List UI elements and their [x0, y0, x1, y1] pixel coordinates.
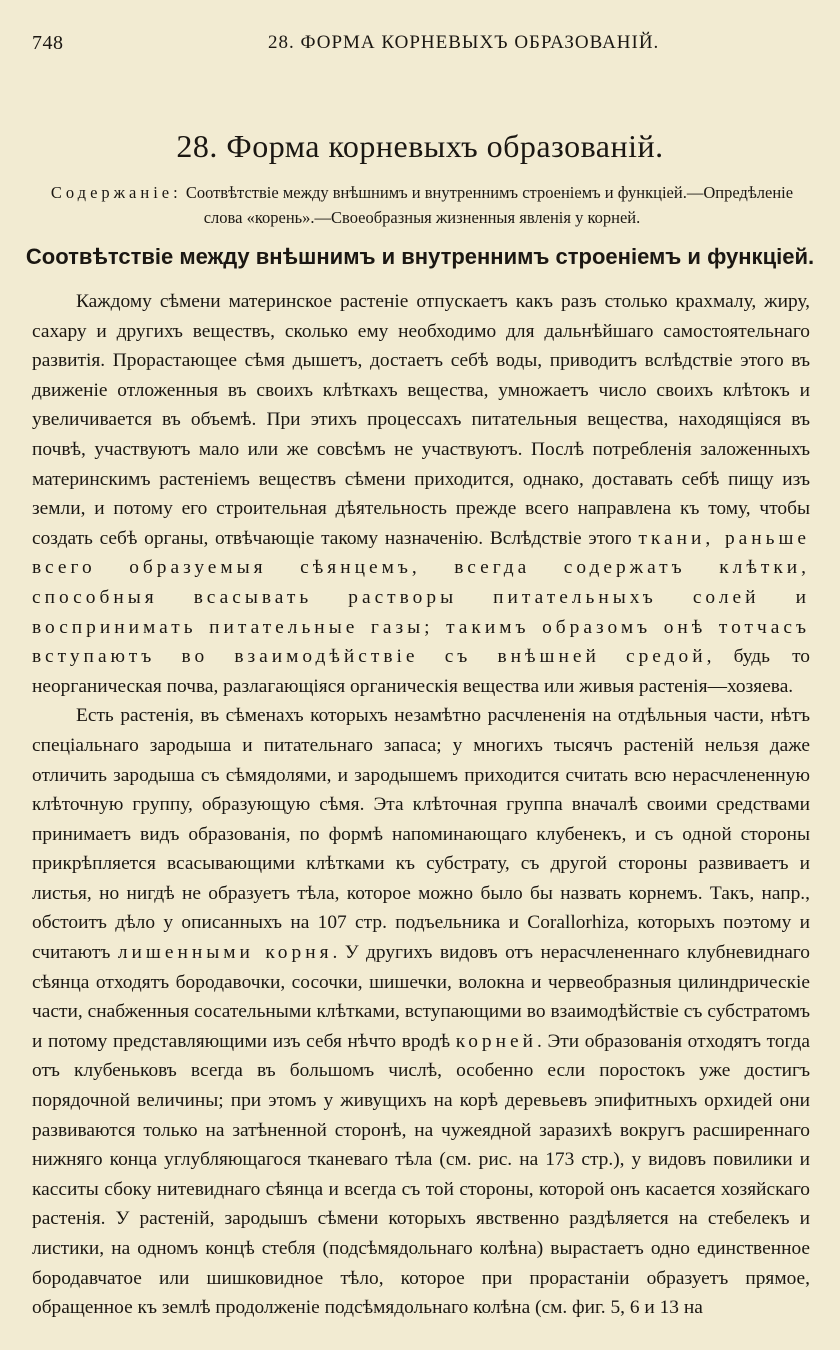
paragraph-text: . У другихъ видовъ отъ нерасчлененнаго клубневиднаго сѣянца отходятъ бородавочки, сосочки, шишечки, волокна и червеобразныя цилиндрическiе части, снабженныя сосательными клѣтками, вступающими во взаимодѣйствiе съ субстратомъ и потому представляющими изъ себя нѣчто вродѣ — [32, 942, 810, 1052]
page-number: 748 — [32, 32, 64, 54]
paragraph-text: , будь то неорганическая почва, разлагающiяся органическiя вещества или живыя растенiя—хозяева. — [32, 646, 810, 697]
paragraph — [32, 701, 810, 1322]
paragraph — [32, 287, 810, 701]
running-title: 28. ФОРМА КОРНЕВЫХЪ ОБРАЗОВАНIЙ. — [268, 32, 660, 53]
emphasized-text: ткани, раньше всего образуемыя сѣянцемъ, всегда содержатъ клѣтки, способныя всасывать растворы питательныхъ солей и воспринимать питательные газы; такимъ образомъ онѣ тотчасъ вступаютъ во взаимодѣйствiе съ внѣшней средой — [32, 527, 810, 668]
contents-label: Содержанiе: — [50, 183, 182, 202]
paragraph-text: Каждому сѣмени материнское растенiе отпускаетъ какъ разъ столько крахмалу, жиру, сахару и другихъ веществъ, сколько ему необходимо для дальнѣйшаго самостоятельнаго развитiя. Прорастающее сѣмя дышетъ, достаетъ себѣ воды, приводитъ вслѣдствiе этого въ движенiе отложенныя въ своихъ клѣткахъ вещества, умножаетъ число своихъ клѣтокъ и увеличивается въ объемѣ. При этихъ процессахъ питательныя вещества, находящiяся въ почвѣ, участвуютъ мало или же совсѣмъ не участвуютъ. Послѣ потребленiя заложенныхъ материнскимъ растенiемъ веществъ сѣмени приходится, однако, доставать себѣ пищу изъ земли, и потому его строительная дѣятельность прежде всего направлена къ тому, чтобы создать себѣ органы, отвѣчающiе такому назначенiю. Вслѣдствiе этого — [32, 291, 810, 549]
body-text — [32, 287, 810, 1323]
emphasized-text: корней — [455, 1030, 537, 1052]
emphasized-text: лишенными корня — [117, 942, 333, 964]
page-header — [0, 28, 840, 58]
chapter-title: 28. Форма корневыхъ образованiй. — [176, 128, 664, 164]
paragraph-text: Есть растенiя, въ сѣменахъ которыхъ незамѣтно расчлененiя на отдѣльныя части, нѣтъ спецiальнаго зародыша и питательнаго запаса; у многихъ тысячъ растенiй нельзя даже отличить зародыша съ сѣмядолями, и зародышемъ приходится считать всю нерасчлененную клѣточную группу, образующую сѣмя. Эта клѣточная группа вначалѣ своими средствами принимаетъ видъ образованiя, по формѣ напоминающаго клубенекъ, и съ одной стороны прикрѣпляется всасывающими клѣтками къ субстрату, съ другой стороны развиваетъ и листья, но нигдѣ не образуетъ тѣла, которое можно было бы назвать корнемъ. Такъ, напр., обстоитъ дѣло у описанныхъ на 107 стр. подъельника и Corallorhiza, которыхъ поэтому и считаютъ — [32, 705, 810, 964]
paragraph-text: . Эти образованiя отходятъ тогда отъ клубеньковъ всегда въ большомъ числѣ, особенно если поростокъ уже достигъ порядочной величины; при этомъ у живущихъ на корѣ деревьевъ эпифитныхъ орхидей они развиваются только на затѣненной сторонѣ, на чужеядной заразихѣ вокругъ расширеннаго нижняго конца углубляющагося тканеваго тѣла (см. рис. на 173 стр.), у видовъ повилики и касситы сбоку нитевиднаго сѣянца и всегда съ той стороны, которой онъ касается хозяйскаго растенiя. У растенiй, зародышъ сѣмени которыхъ явственно раздѣляется на стебелекъ и листики, на одномъ концѣ стебля (подсѣмядольнаго колѣна) вырастаетъ одно единственное бородавчатое или шишковидное тѣло, которое при прорастанiи образуетъ прямое, обращенное къ землѣ продолженiе подсѣмядольнаго колѣна (см. фиг. 5, 6 и 13 на — [32, 1030, 810, 1319]
contents-text: Соотвѣтствiе между внѣшнимъ и внутреннимъ строенiемъ и функцiей.—Опредѣленiе слова «корень».—Своеобразныя жизненныя явленiя у корней. — [181, 183, 794, 227]
chapter-contents — [32, 180, 812, 230]
section-heading: Соотвѣтствiе между внѣшнимъ и внутреннимъ строенiемъ и функцiей. — [25, 244, 815, 269]
